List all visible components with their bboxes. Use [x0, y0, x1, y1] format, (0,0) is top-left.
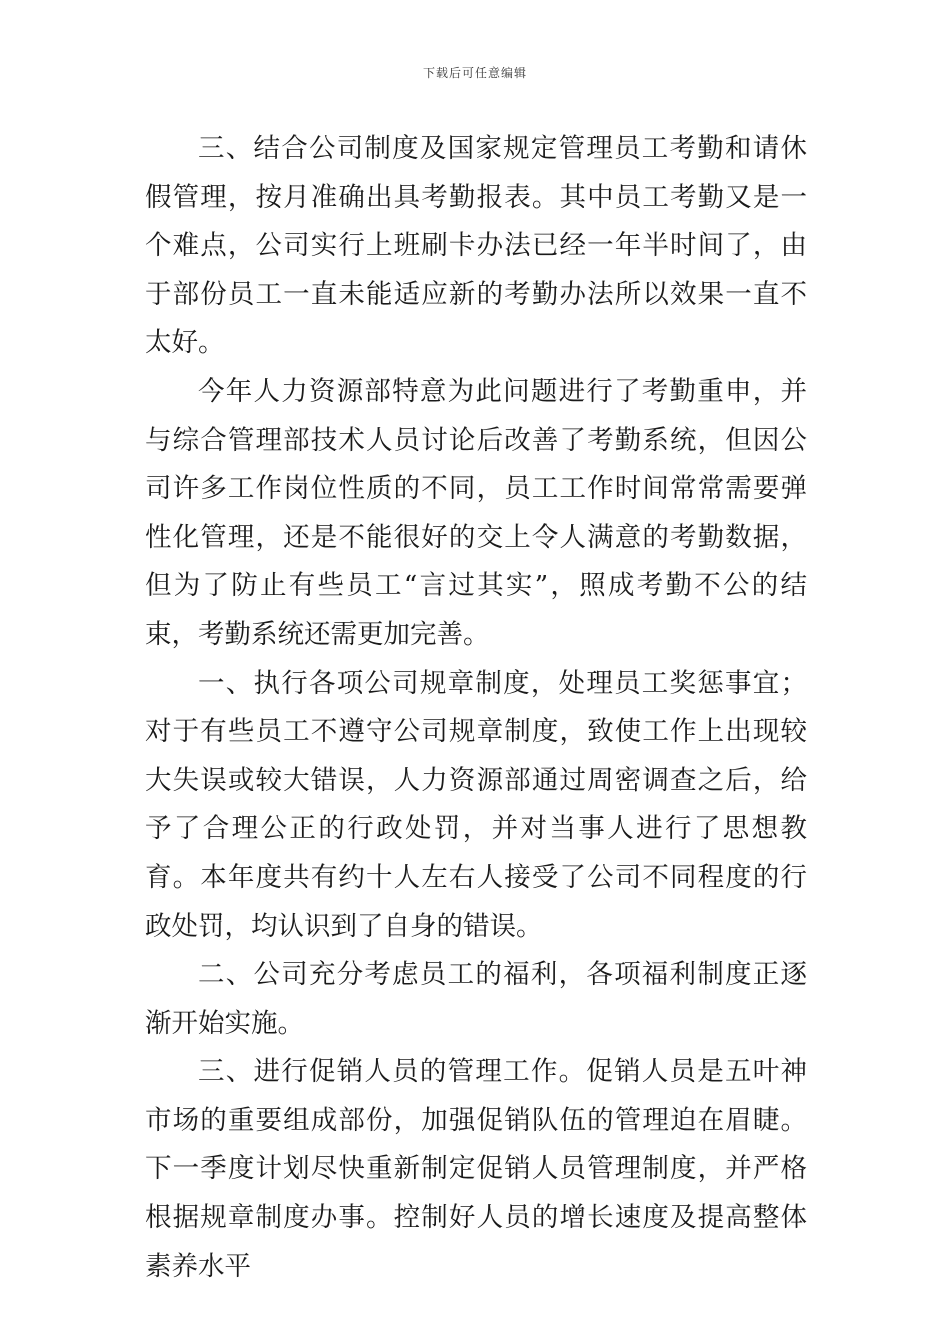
- paragraph-rules-discipline: 一、执行各项公司规章制度，处理员工奖惩事宜；对于有些员工不遵守公司规章制度，致使工作上出现较大失误或较大错误，人力资源部通过周密调查之后，给予了合理公正的行政处罚，并对当事人进行了思想教育。本年度共有约十人左右人接受了公司不同程度的行政处罚，均认识到了自身的错误。: [145, 667, 807, 942]
- paragraph-attendance-management: 三、结合公司制度及国家规定管理员工考勤和请休假管理，按月准确出具考勤报表。其中员工考勤又是一个难点，公司实行上班刷卡办法已经一年半时间了，由于部份员工一直未能适应新的考勤办法所以效果一直不太好。: [145, 133, 807, 359]
- paragraph-promoter-management: 三、进行促销人员的管理工作。促销人员是五叶神市场的重要组成部份，加强促销队伍的管理迫在眉睫。下一季度计划尽快重新制定促销人员管理制度，并严格根据规章制度办事。控制好人员的增长速度及提高整体素养水平: [145, 1056, 807, 1282]
- paragraph-attendance-system: 今年人力资源部特意为此问题进行了考勤重申，并与综合管理部技术人员讨论后改善了考勤系统，但因公司许多工作岗位性质的不同，员工工作时间常常需要弹性化管理，还是不能很好的交上令人满意的考勤数据，但为了防止有些员工“言过其实”，照成考勤不公的结束，考勤系统还需更加完善。: [145, 375, 807, 650]
- paragraph-employee-welfare: 二、公司充分考虑员工的福利，各项福利制度正逐渐开始实施。: [145, 959, 807, 1039]
- document-body: [145, 125, 807, 1291]
- page-header-note: 下载后可任意编辑: [422, 66, 527, 80]
